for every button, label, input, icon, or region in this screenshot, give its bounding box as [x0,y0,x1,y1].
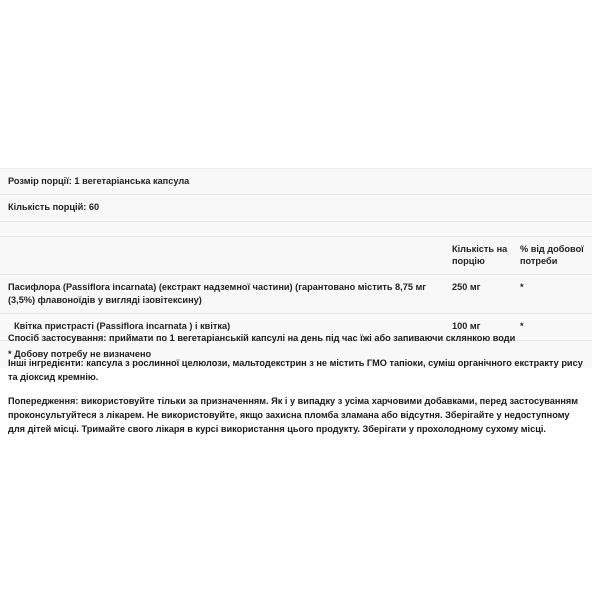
serving-size-row: Розмір порції: 1 вегетаріанська капсула [0,168,592,194]
servings-per-container-row: Кількість порцій: 60 [0,194,592,220]
product-body-copy [8,332,584,437]
ingredient-amount: 100 мг [452,321,481,332]
warning-text: Попередження: використовуйте тільки за призначенням. Як і у випадку з усіма харчовими добавками, перед застосуванням проконсультуйтеся з лікарем. Не використовуйте, якщо захисна пломба зламана або відсутня. Зберігайте у недоступному для дітей місці. Тримайте свого лікаря в курсі використання цього продукту. Зберігати у прохолодному сухому місці. [8,396,579,434]
panel-spacer [0,221,592,236]
ingredient-name: Квітка пристрасті (Passiflora incarnata ) і квітка) [14,321,231,332]
ingredient-amount: 250 мг [452,281,481,292]
ingredient-daily-value: * [520,281,524,292]
other-ingredients-text: Інші інгредієнти: капсула з рослинної целюлози, мальтодекстрин з не містить ГМО тапіоки, суміш органічного екстракту рису та діоксид кремнію. [8,357,583,382]
column-header-percent-daily-value: % від добової потреби [520,243,584,267]
table-header-row [0,236,592,274]
ingredient-daily-value: * [520,321,524,332]
daily-value-footnote: * Добову потребу не визначено [0,340,592,368]
table-row [0,274,592,314]
ingredient-name: Пасифлора (Passiflora incarnata) (екстракт надземної частини) (гарантовано містить 8,75 мг (3,5%) флавоноїдів у вигляді ізовітексину) [8,281,427,305]
column-header-amount-per-serving: Кількість на порцію [452,243,508,267]
directions-text: Спосіб застосування: приймати по 1 вегетаріанській капсулі на день під час їжі або запиваючи склянкою води [8,333,516,343]
